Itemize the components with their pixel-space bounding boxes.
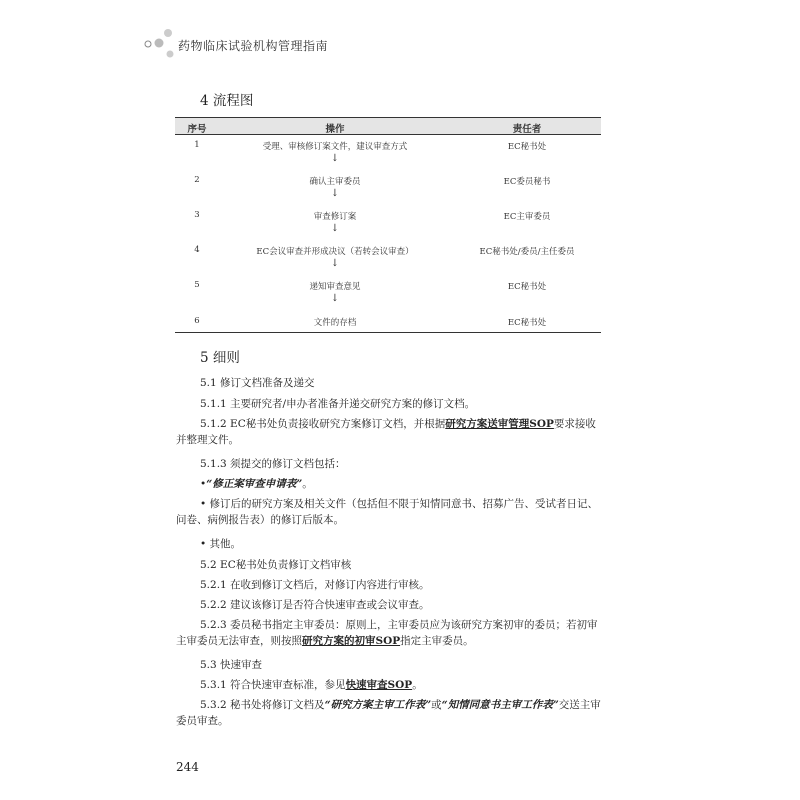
header-responsible: 责任者 xyxy=(512,124,542,135)
bullet-revised-docs: • 修订后的研究方案及相关文件（包括但不限于知情同意书、招募广告、受试者日记、问卷、病例报告表）的修订后版本。 xyxy=(176,498,599,526)
table-bottom-rule xyxy=(175,332,601,333)
heading-5-3: 5.3 快速审查 xyxy=(200,659,263,671)
amendment-form-name: “修正案审查申请表” xyxy=(206,478,303,490)
row-4-operation: EC会议审查并形成决议（若转会议审查） xyxy=(256,247,414,257)
heading-5-1: 5.1 修订文档准备及递交 xyxy=(200,377,315,389)
header-dots-logo xyxy=(143,26,183,60)
bullet-other: • 其他。 xyxy=(200,538,242,550)
para-5-1-2 xyxy=(176,416,601,448)
sop-link-expedited-review[interactable]: 快速审查SOP xyxy=(345,679,413,691)
row-5-operation: 递知审查意见 xyxy=(309,282,361,292)
sop-link-submission[interactable]: 研究方案送审管理SOP xyxy=(445,418,554,430)
row-1-no: 1 xyxy=(194,140,200,150)
para-5-3-2-or: 或 xyxy=(431,699,442,711)
row-2-responsible: EC委员秘书 xyxy=(503,177,551,187)
row-4-no: 4 xyxy=(194,245,200,255)
bullet-end: 。 xyxy=(302,478,313,490)
flow-arrow: ↓ xyxy=(330,223,340,234)
bullet-application-form xyxy=(200,476,600,492)
bullet-dot: • xyxy=(200,478,207,490)
para-5-2-3-text: 5.2.3 委员秘书指定主审委员：原则上，主审委员应为该研究方案初审的委员；若初审主审委员无法审查，则按照 xyxy=(176,619,598,647)
row-6-no: 6 xyxy=(194,316,200,326)
row-2-no: 2 xyxy=(194,175,200,185)
heading-5-2: 5.2 EC秘书处负责修订文档审核 xyxy=(200,559,352,571)
row-1-responsible: EC秘书处 xyxy=(507,142,547,152)
row-4-responsible: EC秘书处/委员/主任委员 xyxy=(479,247,575,257)
para-5-3-1 xyxy=(200,677,600,693)
row-1-operation: 受理、审核修订案文件，建议审查方式 xyxy=(262,142,408,152)
flow-arrow: ↓ xyxy=(330,188,340,199)
para-5-1-2-text: 5.1.2 EC秘书处负责接收研究方案修订文档，并根据 xyxy=(200,418,446,430)
para-5-1-3: 5.1.3 须提交的修订文档包括： xyxy=(200,458,346,470)
flow-arrow: ↓ xyxy=(330,293,340,304)
row-5-responsible: EC秘书处 xyxy=(507,282,547,292)
row-6-responsible: EC秘书处 xyxy=(507,318,547,328)
header-no: 序号 xyxy=(187,124,207,135)
row-2-operation: 确认主审委员 xyxy=(309,177,361,187)
para-5-3-2-tail: 交送主审委员审查。 xyxy=(176,699,601,727)
row-3-operation: 审查修订案 xyxy=(313,212,357,222)
flow-arrow: ↓ xyxy=(330,258,340,269)
para-5-1-1: 5.1.1 主要研究者/申办者准备并递交研究方案的修订文档。 xyxy=(200,398,476,410)
para-5-2-3-tail: 指定主审委员。 xyxy=(400,635,474,647)
section-5-title: 5 细则 xyxy=(200,350,240,366)
consent-worksheet-name: “知情同意书主审工作表” xyxy=(441,699,559,711)
page-number: 244 xyxy=(176,760,199,774)
table-top-rule xyxy=(175,117,601,118)
flow-arrow: ↓ xyxy=(330,153,340,164)
protocol-worksheet-name: “研究方案主审工作表” xyxy=(324,699,432,711)
para-5-3-2 xyxy=(176,697,601,729)
para-5-3-2-text: 5.3.2 秘书处将修订文档及 xyxy=(200,699,325,711)
para-5-1-2-tail: 要求接收并整理文件。 xyxy=(176,418,596,446)
sop-link-initial-review[interactable]: 研究方案的初审SOP xyxy=(302,635,401,647)
para-5-3-1-tail: 。 xyxy=(412,679,423,691)
row-3-no: 3 xyxy=(194,210,200,220)
para-5-2-2: 5.2.2 建议该修订是否符合快速审查或会议审查。 xyxy=(200,599,430,611)
header-operation: 操作 xyxy=(325,124,345,135)
para-5-2-3 xyxy=(176,617,601,649)
para-5-3-1-text: 5.3.1 符合快速审查标准，参见 xyxy=(200,679,346,691)
para-5-2-1: 5.2.1 在收到修订文档后，对修订内容进行审核。 xyxy=(200,579,430,591)
section-4-title: 4 流程图 xyxy=(200,93,254,109)
running-header-title: 药物临床试验机构管理指南 xyxy=(178,39,329,53)
row-3-responsible: EC主审委员 xyxy=(503,212,551,222)
row-6-operation: 文件的存档 xyxy=(313,318,357,328)
row-5-no: 5 xyxy=(194,280,200,290)
